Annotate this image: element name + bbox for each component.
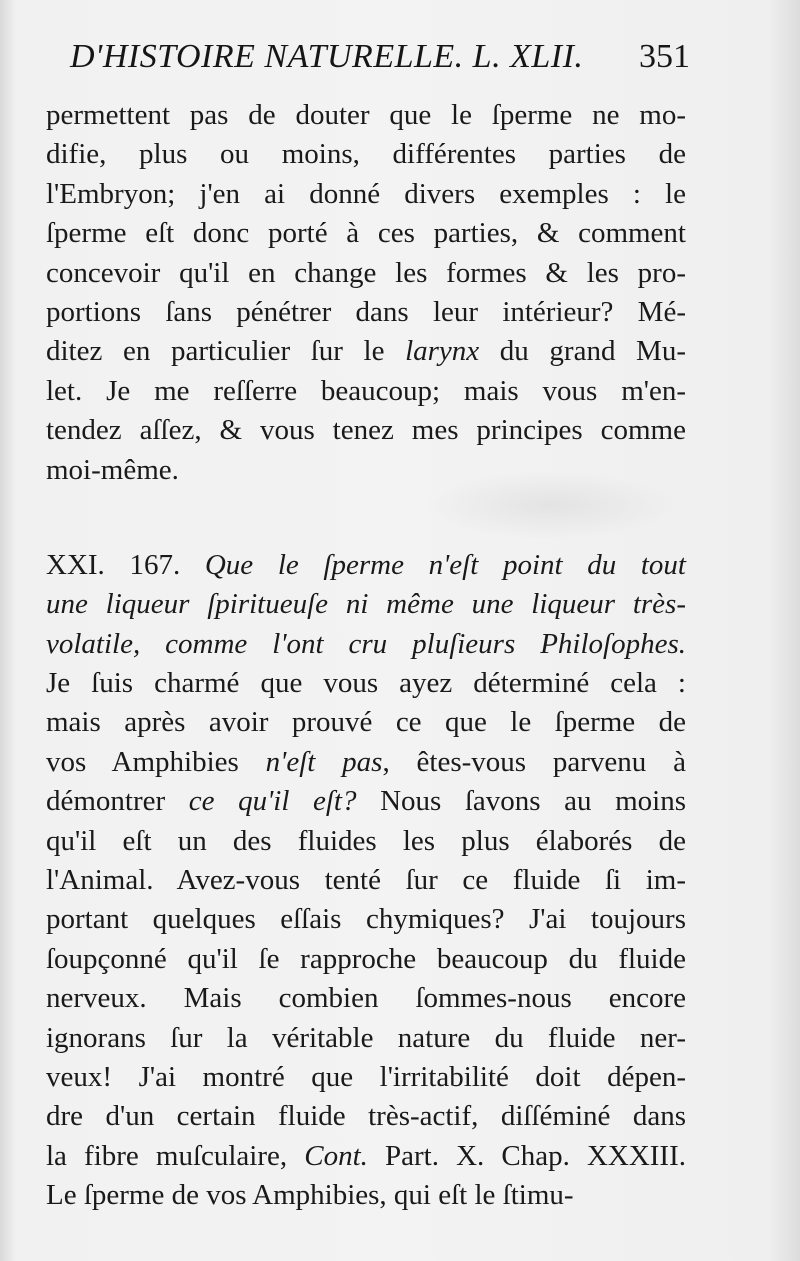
italic-text: n'eſt pas bbox=[265, 745, 383, 778]
text-run: concevoir qu'il en change les formes & les pro- bbox=[46, 256, 686, 289]
text-run: mais après avoir prouvé ce que le ſperme de bbox=[46, 706, 686, 739]
text-line bbox=[46, 372, 686, 411]
text-run: Le ſperme de vos Amphibies, qui eſt le ſtimu- bbox=[46, 1179, 574, 1212]
text-run: Part. X. Chap. XXXIII. bbox=[367, 1139, 686, 1172]
text-run: du grand Mu- bbox=[479, 335, 686, 368]
text-run: portant quelques eſſais chymiques? J'ai toujours bbox=[46, 903, 686, 936]
text-line bbox=[46, 861, 686, 900]
italic-text: ce qu'il eſt? bbox=[188, 785, 357, 818]
text-run: Je ſuis charmé que vous ayez déterminé cela : bbox=[46, 667, 686, 700]
text-line bbox=[46, 411, 686, 450]
text-line bbox=[46, 1137, 686, 1176]
paragraph-gap bbox=[46, 490, 686, 546]
page-header bbox=[70, 38, 690, 94]
text-run: ditez en particulier ſur le bbox=[46, 335, 406, 368]
text-line bbox=[46, 703, 686, 742]
text-line bbox=[46, 1058, 686, 1097]
text-line bbox=[46, 585, 686, 624]
text-line bbox=[46, 822, 686, 861]
paragraph bbox=[46, 96, 686, 490]
italic-text: une liqueur ſpiritueuſe ni même une liqueur très- bbox=[46, 588, 686, 621]
text-line bbox=[46, 1176, 686, 1215]
text-line bbox=[46, 743, 686, 782]
text-run: let. Je me reſſerre beaucoup; mais vous m'en- bbox=[46, 374, 686, 407]
text-run: dre d'un certain fluide très-actif, diſſéminé dans bbox=[46, 1100, 686, 1133]
italic-text: Que le ſperme n'eſt point du tout bbox=[204, 548, 686, 581]
text-run: démontrer bbox=[46, 785, 189, 818]
text-line bbox=[46, 900, 686, 939]
text-line bbox=[46, 546, 686, 585]
text-run: l'Embryon; j'en ai donné divers exemples : le bbox=[46, 177, 686, 210]
paragraph bbox=[46, 546, 686, 1216]
text-run: , êtes-vous parvenu à bbox=[382, 745, 686, 778]
text-line bbox=[46, 1019, 686, 1058]
text-line bbox=[46, 782, 686, 821]
italic-text: volatile, comme l'ont cru pluſieurs Philoſophes. bbox=[46, 627, 686, 660]
text-run: tendez aſſez, & vous tenez mes principes comme bbox=[46, 414, 686, 447]
text-run: XXI. 167. bbox=[46, 548, 205, 581]
text-run: vos Amphibies bbox=[46, 745, 266, 778]
text-line bbox=[46, 135, 686, 174]
text-run: difie, plus ou moins, différentes parties de bbox=[46, 138, 686, 171]
italic-text: Cont. bbox=[304, 1139, 368, 1172]
text-run: l'Animal. Avez-vous tenté ſur ce fluide ſi im- bbox=[46, 864, 686, 897]
text-run: moi-même. bbox=[46, 453, 179, 486]
text-line bbox=[46, 254, 686, 293]
text-line bbox=[46, 214, 686, 253]
text-run: la fibre muſculaire, bbox=[46, 1139, 305, 1172]
text-line bbox=[46, 175, 686, 214]
text-line bbox=[46, 1097, 686, 1136]
running-title: D'HISTOIRE NATURELLE. L. XLII. bbox=[70, 38, 584, 75]
italic-text: larynx bbox=[405, 335, 480, 368]
text-run: ignorans ſur la véritable nature du fluide ner- bbox=[46, 1021, 686, 1054]
text-line bbox=[46, 451, 686, 490]
text-line bbox=[46, 940, 686, 979]
text-line bbox=[46, 332, 686, 371]
text-line bbox=[46, 293, 686, 332]
page-number: 351 bbox=[639, 38, 690, 75]
text-run: ſperme eſt donc porté à ces parties, & comment bbox=[46, 217, 686, 250]
text-run: veux! J'ai montré que l'irritabilité doit dépen- bbox=[46, 1060, 686, 1093]
text-run: permettent pas de douter que le ſperme ne mo- bbox=[46, 99, 686, 131]
text-line bbox=[46, 96, 686, 135]
text-run: ſoupçonné qu'il ſe rapproche beaucoup du fluide bbox=[46, 942, 686, 975]
text-line bbox=[46, 664, 686, 703]
text-run: Nous ſavons au moins bbox=[356, 785, 687, 818]
text-line bbox=[46, 625, 686, 664]
text-run: nerveux. Mais combien ſommes-nous encore bbox=[46, 982, 686, 1015]
text-run: qu'il eſt un des fluides les plus élaborés de bbox=[46, 824, 686, 857]
text-line bbox=[46, 979, 686, 1018]
text-run: portions ſans pénétrer dans leur intérieur? Mé- bbox=[46, 295, 686, 328]
body-text bbox=[46, 96, 686, 1216]
